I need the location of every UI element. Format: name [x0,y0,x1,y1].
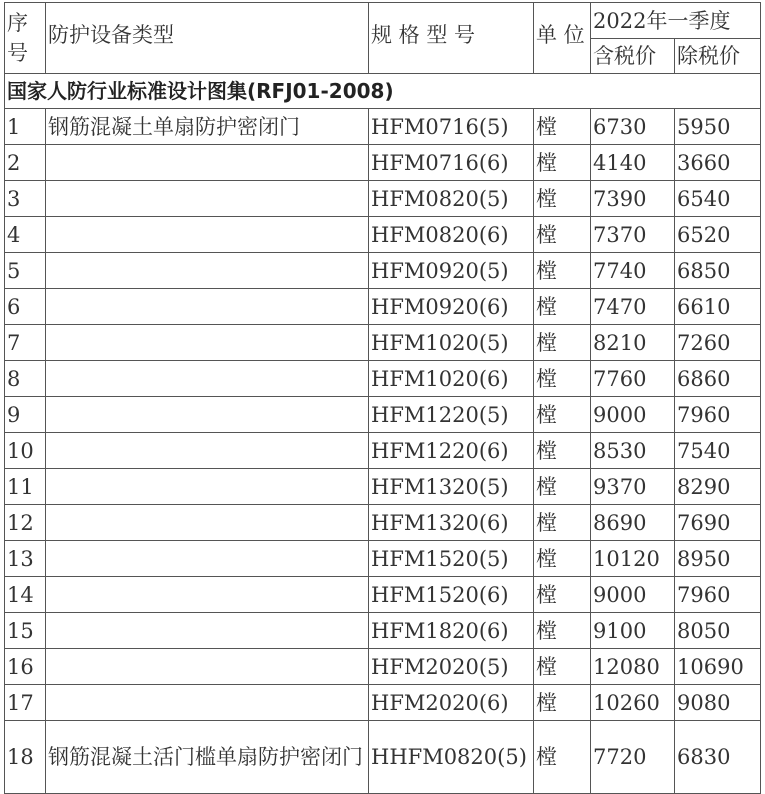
row-type [46,685,369,721]
row-price-tax: 7470 [591,289,675,325]
row-index: 11 [5,469,46,505]
table-row [5,613,761,649]
section-row [5,74,761,109]
row-unit: 樘 [534,577,591,613]
row-price-tax: 7720 [591,721,675,794]
row-price-tax: 12080 [591,649,675,685]
row-index: 17 [5,685,46,721]
row-price-tax: 7760 [591,361,675,397]
row-type [46,361,369,397]
row-model: HFM1220(6) [369,433,534,469]
row-price-notax: 7260 [675,325,761,361]
row-price-notax: 6540 [675,181,761,217]
row-model: HFM0820(5) [369,181,534,217]
row-type [46,397,369,433]
row-unit: 樘 [534,613,591,649]
row-model: HFM0716(6) [369,145,534,181]
row-type [46,541,369,577]
section-title: 国家人防行业标准设计图集(RFJ01-2008) [5,74,761,109]
row-index: 13 [5,541,46,577]
table-row [5,109,761,145]
row-price-notax: 6520 [675,217,761,253]
row-model: HFM1220(5) [369,397,534,433]
row-index: 1 [5,109,46,145]
row-type [46,469,369,505]
table-row [5,253,761,289]
table-row [5,505,761,541]
row-type [46,433,369,469]
price-table [4,2,761,794]
row-price-tax: 7740 [591,253,675,289]
row-model: HFM1320(6) [369,505,534,541]
row-price-tax: 9000 [591,577,675,613]
row-price-notax: 7690 [675,505,761,541]
row-price-notax: 6860 [675,361,761,397]
row-price-tax: 7370 [591,217,675,253]
header-model: 规 格 型 号 [369,3,534,74]
row-type [46,253,369,289]
row-unit: 樘 [534,145,591,181]
row-unit: 樘 [534,253,591,289]
row-unit: 樘 [534,289,591,325]
row-price-tax: 4140 [591,145,675,181]
row-unit: 樘 [534,505,591,541]
row-price-tax: 6730 [591,109,675,145]
row-price-notax: 7960 [675,577,761,613]
row-index: 18 [5,721,46,794]
row-unit: 樘 [534,109,591,145]
row-price-tax: 8690 [591,505,675,541]
row-price-tax: 7390 [591,181,675,217]
row-price-notax: 8950 [675,541,761,577]
row-unit: 樘 [534,469,591,505]
row-type [46,145,369,181]
row-price-tax: 8530 [591,433,675,469]
row-price-notax: 10690 [675,649,761,685]
row-index: 16 [5,649,46,685]
row-type [46,217,369,253]
header-price-tax: 含税价 [591,39,675,74]
table-row [5,217,761,253]
row-price-notax: 7540 [675,433,761,469]
table-row [5,469,761,505]
table-row [5,433,761,469]
row-unit: 樘 [534,325,591,361]
row-unit: 樘 [534,433,591,469]
row-index: 12 [5,505,46,541]
row-type [46,577,369,613]
row-model: HFM0820(6) [369,217,534,253]
header-unit: 单 位 [534,3,591,74]
row-unit: 樘 [534,217,591,253]
row-index: 14 [5,577,46,613]
row-price-notax: 9080 [675,685,761,721]
row-price-tax: 8210 [591,325,675,361]
row-unit: 樘 [534,397,591,433]
row-price-notax: 8050 [675,613,761,649]
row-model: HFM0920(6) [369,289,534,325]
table-row [5,145,761,181]
row-index: 3 [5,181,46,217]
row-model: HFM2020(5) [369,649,534,685]
header-type: 防护设备类型 [46,3,369,74]
row-model: HHFM0820(5) [369,721,534,794]
row-unit: 樘 [534,361,591,397]
row-type: 钢筋混凝土活门槛单扇防护密闭门 [46,721,369,794]
row-model: HFM1520(6) [369,577,534,613]
table-row [5,361,761,397]
row-type [46,181,369,217]
row-price-notax: 5950 [675,109,761,145]
row-model: HFM2020(6) [369,685,534,721]
row-index: 5 [5,253,46,289]
row-price-notax: 3660 [675,145,761,181]
row-type [46,505,369,541]
header-index-top: 序 [7,11,28,35]
row-price-tax: 10120 [591,541,675,577]
row-price-tax: 9370 [591,469,675,505]
row-type [46,613,369,649]
row-index: 15 [5,613,46,649]
row-price-notax: 6830 [675,721,761,794]
row-model: HFM0920(5) [369,253,534,289]
row-model: HFM0716(5) [369,109,534,145]
table-row [5,181,761,217]
row-price-notax: 8290 [675,469,761,505]
table-row [5,721,761,794]
row-price-notax: 6850 [675,253,761,289]
header-quarter: 2022年一季度 [591,3,761,39]
table-row [5,685,761,721]
row-model: HFM1820(6) [369,613,534,649]
table-row [5,649,761,685]
header-price-notax: 除税价 [675,39,761,74]
row-type [46,649,369,685]
row-index: 2 [5,145,46,181]
row-price-tax: 10260 [591,685,675,721]
row-unit: 樘 [534,541,591,577]
header-index-bottom: 号 [7,41,28,65]
row-price-tax: 9000 [591,397,675,433]
table-row [5,541,761,577]
table-row [5,397,761,433]
header-index [5,3,46,74]
row-unit: 樘 [534,649,591,685]
row-type [46,289,369,325]
row-index: 4 [5,217,46,253]
row-type [46,325,369,361]
row-model: HFM1020(6) [369,361,534,397]
table-row [5,289,761,325]
row-type: 钢筋混凝土单扇防护密闭门 [46,109,369,145]
row-unit: 樘 [534,181,591,217]
row-model: HFM1520(5) [369,541,534,577]
table-row [5,325,761,361]
row-index: 9 [5,397,46,433]
row-index: 10 [5,433,46,469]
header-row-1 [5,3,761,39]
row-price-notax: 6610 [675,289,761,325]
row-index: 8 [5,361,46,397]
row-index: 7 [5,325,46,361]
row-unit: 樘 [534,721,591,794]
row-model: HFM1320(5) [369,469,534,505]
row-model: HFM1020(5) [369,325,534,361]
row-index: 6 [5,289,46,325]
row-price-notax: 7960 [675,397,761,433]
row-unit: 樘 [534,685,591,721]
row-price-tax: 9100 [591,613,675,649]
table-row [5,577,761,613]
